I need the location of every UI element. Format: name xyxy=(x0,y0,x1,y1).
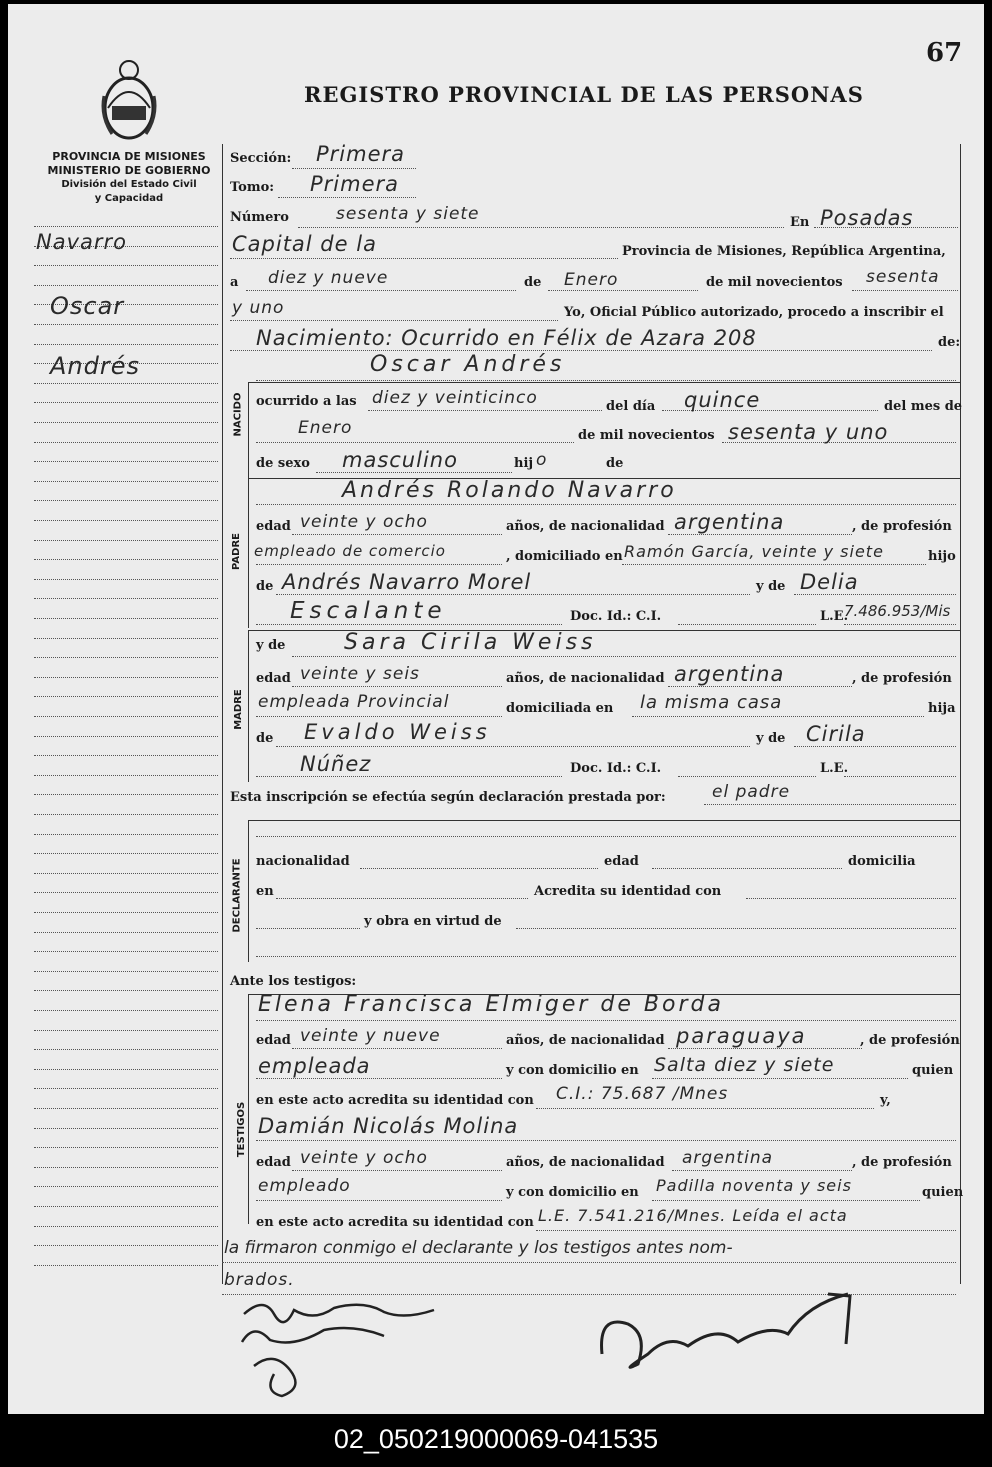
padre-apellido-value: Escalante xyxy=(290,598,447,624)
sexo-label: de sexo xyxy=(256,456,310,471)
ministry-line: MINISTERIO DE GOBIERNO xyxy=(47,164,211,177)
anio-value-2: y uno xyxy=(232,298,285,318)
margin-line xyxy=(34,1206,218,1207)
padre-de-label: de xyxy=(256,579,274,594)
anio-label: de mil novecientos xyxy=(578,428,715,443)
t2-nac-label: años, de nacionalidad xyxy=(506,1155,665,1170)
capital-value: Capital de la xyxy=(232,232,377,256)
padre-name: Andrés Rolando Navarro xyxy=(342,478,677,503)
madre-prof-label: , de profesión xyxy=(852,671,952,686)
margin-line xyxy=(34,461,218,462)
anio-value-1: sesenta xyxy=(866,267,940,287)
declarante-en-label: en xyxy=(256,884,274,899)
t1-edad-value: veinte y nueve xyxy=(300,1026,441,1046)
main-border-left xyxy=(222,144,223,1284)
margin-line xyxy=(34,932,218,933)
padre-dom-label: , domiciliado en xyxy=(506,549,623,564)
declarante-dom-label: domicilia xyxy=(848,854,916,869)
madre-hija-label: hija xyxy=(928,701,956,716)
margin-line xyxy=(34,1226,218,1227)
madre-y-de-label: y de xyxy=(256,638,286,653)
nacido-name: Oscar Andrés xyxy=(370,352,566,377)
declaracion-value: el padre xyxy=(712,782,791,802)
madre-de-value: Evaldo Weiss xyxy=(304,720,491,744)
t2-acredita-value: L.E. 7.541.216/Mnes. Leída el acta xyxy=(538,1206,848,1225)
t2-edad-label: edad xyxy=(256,1155,291,1170)
margin-line xyxy=(34,500,218,501)
t2-acredita-label: en este acto acredita su identidad con xyxy=(256,1215,534,1230)
margin-line xyxy=(34,559,218,560)
sexo-value: masculino xyxy=(342,448,458,472)
madre-le-label: L.E. xyxy=(820,761,849,776)
tomo-value: Primera xyxy=(310,172,400,196)
margin-line xyxy=(34,1245,218,1246)
dia-label: del día xyxy=(606,399,656,414)
de-colon: de: xyxy=(938,335,961,350)
t2-dom-value: Padilla noventa y seis xyxy=(656,1176,852,1195)
en-value: Posadas xyxy=(820,206,914,230)
nacimiento-value: Nacimiento: Ocurrido en Félix de Azara 208 xyxy=(256,326,757,350)
t1-edad-label: edad xyxy=(256,1033,291,1048)
numero-label: Número xyxy=(230,210,289,225)
t1-nac-value: paraguaya xyxy=(676,1024,807,1048)
margin-line xyxy=(34,1186,218,1187)
margin-line xyxy=(34,383,218,384)
madre-nac-label: años, de nacionalidad xyxy=(506,671,665,686)
testigo1-name: Elena Francisca Elmiger de Borda xyxy=(258,992,724,1017)
margin-line xyxy=(34,540,218,541)
hora-value: diez y veinticinco xyxy=(372,388,538,408)
t2-dom-label: y con domicilio en xyxy=(506,1185,639,1200)
padre-section-label: PADRE xyxy=(230,533,242,570)
madre-madre-de-value: Cirila xyxy=(806,722,866,746)
margin-line xyxy=(34,814,218,815)
margin-line xyxy=(34,736,218,737)
testigos-section-label: TESTIGOS xyxy=(236,1101,248,1158)
margin-line xyxy=(34,853,218,854)
t2-edad-value: veinte y ocho xyxy=(300,1148,428,1168)
margin-line xyxy=(34,579,218,580)
t1-dom-value: Salta diez y siete xyxy=(654,1054,835,1076)
nacido-section-label: NACIDO xyxy=(232,392,244,437)
seccion-value: Primera xyxy=(316,142,406,166)
provincia-text: Provincia de Misiones, República Argentina, xyxy=(622,244,946,259)
madre-dom-label: domiciliada en xyxy=(506,701,614,716)
quien-label-1: quien xyxy=(912,1063,954,1078)
de-label: de xyxy=(524,275,542,290)
division-line: División del Estado Civil xyxy=(61,179,197,190)
mes-nac-value: Enero xyxy=(298,418,353,438)
document-title: REGISTRO PROVINCIAL DE LAS PERSONAS xyxy=(304,82,864,107)
madre-name: Sara Cirila Weiss xyxy=(344,630,597,655)
signature-oficial xyxy=(588,1284,868,1394)
seccion-label: Sección: xyxy=(230,151,292,166)
numero-value: sesenta y siete xyxy=(336,204,480,224)
division-line-2: y Capacidad xyxy=(94,193,164,204)
madre-dom-value: la misma casa xyxy=(640,692,783,713)
t2-prof-label: , de profesión xyxy=(852,1155,952,1170)
anio-nac-value: sesenta y uno xyxy=(728,420,889,444)
margin-line xyxy=(34,755,218,756)
hijo-label: hij xyxy=(514,456,534,471)
padre-nac-label: años, de nacionalidad xyxy=(506,519,665,534)
padre-edad-value: veinte y ocho xyxy=(300,512,428,532)
margin-line xyxy=(34,1147,218,1148)
de-label-nac: de xyxy=(606,456,624,471)
madre-apellido-value: Núñez xyxy=(300,752,372,776)
margin-line xyxy=(34,265,218,266)
padre-y-de-label: y de xyxy=(756,579,786,594)
madre-edad-value: veinte y seis xyxy=(300,664,420,684)
margin-line xyxy=(34,834,218,835)
margin-line xyxy=(34,794,218,795)
declarante-acredita-label: Acredita su identidad con xyxy=(534,884,722,899)
margin-line xyxy=(34,912,218,913)
quien-label-2: quien xyxy=(922,1185,964,1200)
document-page xyxy=(8,4,984,1414)
declaracion-text: Esta inscripción se efectúa según declaración prestada por: xyxy=(230,790,666,805)
margin-line xyxy=(34,716,218,717)
closing-line-2: brados. xyxy=(224,1270,295,1290)
coat-of-arms-icon xyxy=(98,56,160,146)
padre-prof-label: , de profesión xyxy=(852,519,952,534)
mes-value: Enero xyxy=(564,270,619,290)
en-label: En xyxy=(790,215,810,230)
margin-line xyxy=(34,520,218,521)
madre-nac-value: argentina xyxy=(674,662,785,686)
t2-prof-value: empleado xyxy=(258,1176,351,1196)
main-border-right xyxy=(960,144,961,1284)
declarante-obra-label: y obra en virtud de xyxy=(364,914,502,929)
padre-prof-value: empleado de comercio xyxy=(254,542,446,560)
margin-line xyxy=(34,638,218,639)
t1-nac-label: años, de nacionalidad xyxy=(506,1033,665,1048)
margin-line xyxy=(34,971,218,972)
margin-line xyxy=(34,1265,218,1266)
margin-line xyxy=(34,442,218,443)
margin-line xyxy=(34,1128,218,1129)
margin-first-name: Oscar xyxy=(50,292,125,320)
province-line: PROVINCIA DE MISIONES xyxy=(52,150,206,163)
madre-doc-label: Doc. Id.: C.I. xyxy=(570,761,662,776)
a-label: a xyxy=(230,275,239,290)
dia-value: diez y nueve xyxy=(268,268,389,288)
signature-declarante xyxy=(234,1296,454,1406)
padre-edad-label: edad xyxy=(256,519,291,534)
margin-line xyxy=(34,1088,218,1089)
margin-line xyxy=(34,677,218,678)
hijo-suffix: o xyxy=(536,450,548,470)
margin-line xyxy=(34,873,218,874)
t1-prof-value: empleada xyxy=(258,1054,371,1078)
tomo-label: Tomo: xyxy=(230,180,275,195)
t1-acredita-label: en este acto acredita su identidad con xyxy=(256,1093,534,1108)
ocurrido-label: ocurrido a las xyxy=(256,394,357,409)
margin-line xyxy=(34,951,218,952)
margin-line xyxy=(34,402,218,403)
declarante-edad-label: edad xyxy=(604,854,639,869)
margin-line xyxy=(34,226,218,227)
page-number: 67 xyxy=(926,38,963,68)
padre-nac-value: argentina xyxy=(674,510,785,534)
margin-line xyxy=(34,1108,218,1109)
madre-de-label: de xyxy=(256,731,274,746)
margin-line xyxy=(34,618,218,619)
padre-le-value: 7.486.953/Mis xyxy=(844,602,951,620)
margin-line xyxy=(34,422,218,423)
padre-de-value: Andrés Navarro Morel xyxy=(282,570,532,594)
margin-line xyxy=(34,657,218,658)
ministry-block xyxy=(34,150,224,206)
t2-nac-value: argentina xyxy=(682,1148,774,1168)
mes-label: del mes de xyxy=(884,399,963,414)
closing-line-1: la firmaron conmigo el declarante y los testigos antes nom- xyxy=(224,1238,733,1258)
margin-line xyxy=(34,481,218,482)
madre-edad-label: edad xyxy=(256,671,291,686)
padre-doc-label: Doc. Id.: C.I. xyxy=(570,609,662,624)
margin-second-name: Andrés xyxy=(50,352,140,380)
margin-line xyxy=(34,344,218,345)
padre-hijo-label: hijo xyxy=(928,549,956,564)
padre-le-label: L.E. xyxy=(820,609,849,624)
margin-line xyxy=(34,1167,218,1168)
margin-line xyxy=(34,1069,218,1070)
testigo2-name: Damián Nicolás Molina xyxy=(258,1114,519,1138)
margin-surname: Navarro xyxy=(36,230,127,254)
t1-prof-label: , de profesión xyxy=(860,1033,960,1048)
t1-acredita-value: C.I.: 75.687 /Mnes xyxy=(556,1084,729,1104)
margin-line xyxy=(34,990,218,991)
madre-y-de-label-2: y de xyxy=(756,731,786,746)
margin-line xyxy=(34,1030,218,1031)
margin-line xyxy=(34,1049,218,1050)
image-caption: 02_050219000069-041535 xyxy=(0,1414,992,1467)
madre-section-label: MADRE xyxy=(232,689,244,730)
margin-line xyxy=(34,324,218,325)
padre-dom-value: Ramón García, veinte y siete xyxy=(624,542,884,561)
oficial-text: Yo, Oficial Público autorizado, procedo a inscribir el xyxy=(564,305,944,320)
declarante-nac-label: nacionalidad xyxy=(256,854,350,869)
ante-label: Ante los testigos: xyxy=(230,974,357,989)
y-label: y, xyxy=(880,1093,891,1108)
margin-line xyxy=(34,598,218,599)
t1-dom-label: y con domicilio en xyxy=(506,1063,639,1078)
padre-madre-de-value: Delia xyxy=(800,570,859,594)
mil-text: de mil novecientos xyxy=(706,275,843,290)
margin-line xyxy=(34,892,218,893)
dia-nac-value: quince xyxy=(684,388,761,412)
margin-line xyxy=(34,696,218,697)
margin-line xyxy=(34,1010,218,1011)
madre-prof-value: empleada Provincial xyxy=(258,692,450,712)
margin-line xyxy=(34,775,218,776)
declarante-section-label: DECLARANTE xyxy=(231,858,243,933)
margin-line xyxy=(34,285,218,286)
